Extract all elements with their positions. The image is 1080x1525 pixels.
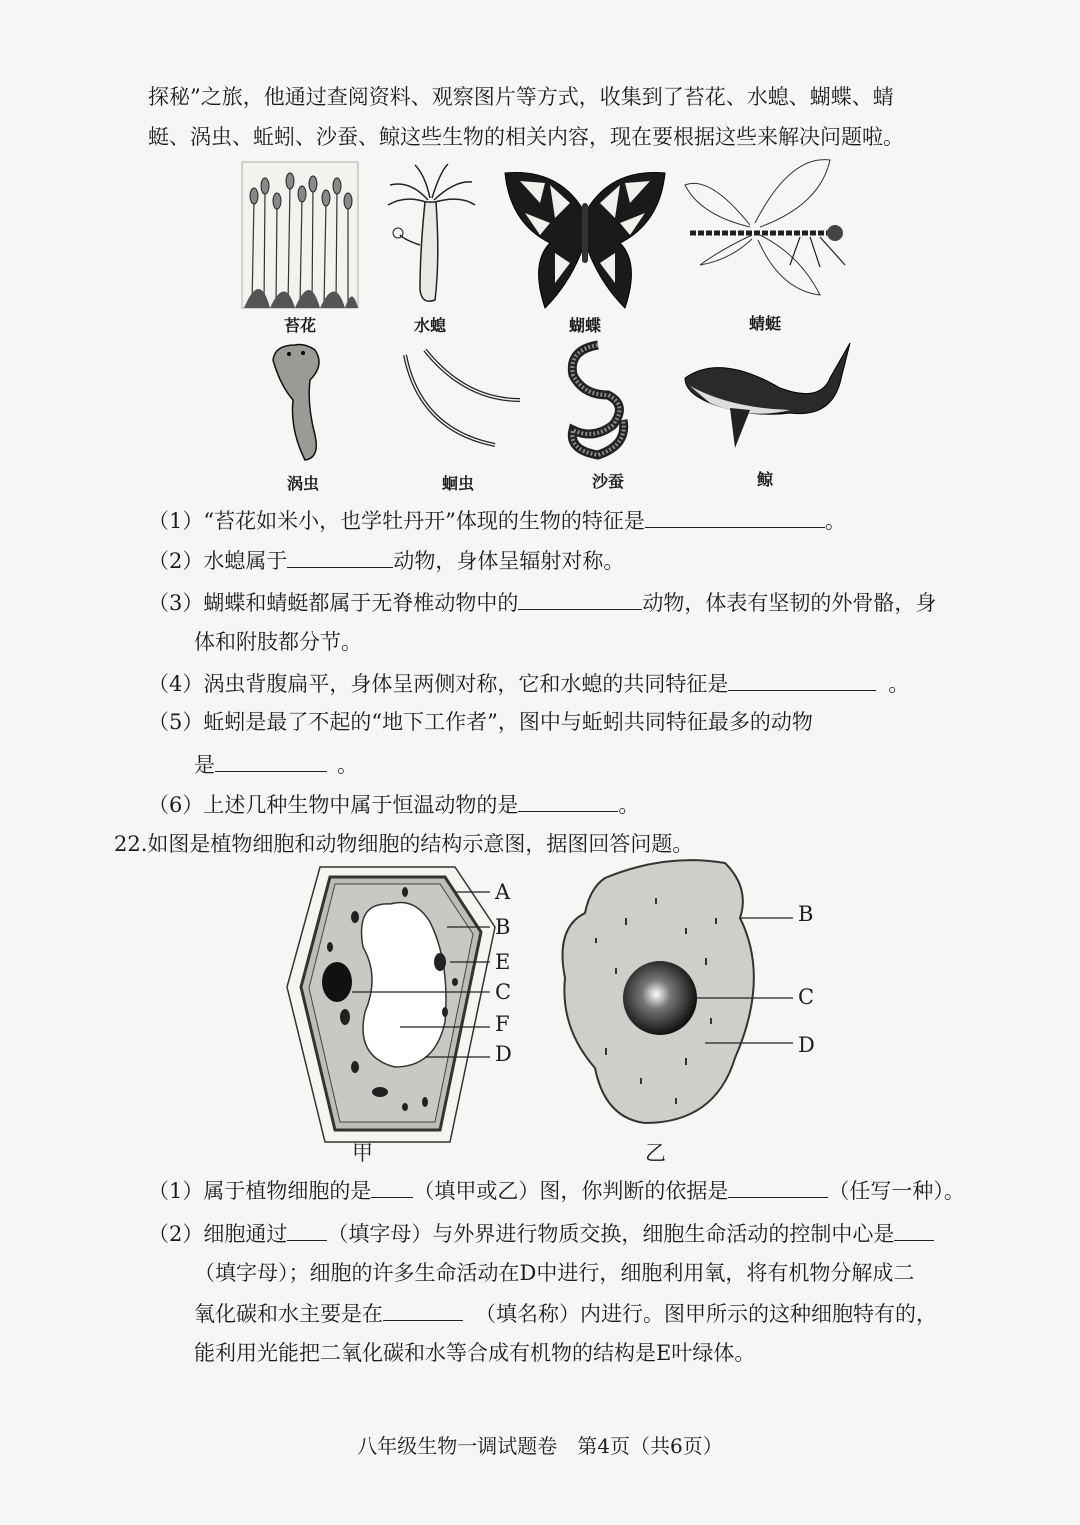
q22-p2-text-e: （填名称）内进行。图甲所示的这种细胞特有的， [475,1302,937,1326]
animal-label-D: D [798,1033,815,1057]
q21-p5-text-b: 是 [194,753,215,777]
q21-p1-text: （1）“苔花如米小，也学牡丹开”体现的生物的特征是 [148,509,645,533]
nucleus [322,962,352,1002]
q22-p2-text-a: （2）细胞通过 [148,1222,288,1246]
animal-cell-caption: 乙 [645,1141,666,1165]
answer-blank[interactable] [287,1218,327,1241]
q21-part-4 [148,668,909,699]
q21-part-6 [148,789,639,820]
q21-p3-text-a: （3）蝴蝶和蜻蜓都属于无脊椎动物中的 [148,591,519,615]
q22-p2-text-d: 氧化碳和水主要是在 [194,1302,383,1326]
plant-label-F: F [495,1012,510,1036]
q21-p6-text-a: （6）上述几种生物中属于恒温动物的是 [148,793,519,817]
butterfly-illustration [500,163,670,313]
animal-cell-diagram [555,858,830,1133]
q21-p5-end: 。 [337,753,358,777]
q22-p1-text-c: （任写一种）。 [828,1179,965,1203]
nucleus [623,961,697,1035]
plant-label-B: B [495,915,511,939]
q21-part-3-cont: 体和附肢都分节。 [194,630,362,654]
dragonfly-illustration [680,155,855,305]
animal-label-C: C [798,985,815,1009]
answer-blank[interactable] [371,1175,413,1198]
q21-p4-end: 。 [888,672,910,696]
caption-whale: 鲸 [756,470,773,489]
page-footer: 八年级生物一调试题卷 第4页（共6页） [357,1434,723,1458]
q22-p1-text-a: （1）属于植物细胞的是 [148,1179,372,1203]
q22-part-2-line-3 [194,1298,937,1329]
q21-part-5: （5）蚯蚓是最了不起的“地下工作者”，图中与蚯蚓共同特征最多的动物 [148,710,813,734]
q21-part-3 [148,587,936,618]
caption-ragworm: 沙蚕 [591,472,624,491]
plant-label-E: E [495,950,511,974]
answer-blank[interactable] [728,1175,828,1198]
plant-cell-diagram [285,862,525,1147]
q21-part-1 [148,505,846,536]
q22-part-2 [148,1218,934,1249]
intro-line-1: 探秘”之旅，他通过查阅资料、观察图片等方式，收集到了苔花、水螅、蝴蝶、蜻 [148,85,894,109]
answer-blank[interactable] [518,587,642,610]
q21-part-5-cont [194,749,358,780]
plant-label-A: A [495,880,511,904]
caption-hydra: 水螅 [413,316,446,335]
q22-part-2-line-2: （填字母）；细胞的许多生命活动在D中进行，细胞利用氧，将有机物分解成二 [194,1261,915,1285]
q21-p2-text-a: （2）水螅属于 [148,549,288,573]
answer-blank[interactable] [728,668,876,691]
caption-butterfly: 蝴蝶 [568,316,601,335]
q22-p1-text-b: （填甲或乙）图，你判断的依据是 [413,1179,729,1203]
animal-label-B: B [798,902,814,926]
moss-illustration [240,160,360,310]
q21-p3-text-b: 动物，体表有坚韧的外骨骼，身 [642,591,937,615]
plant-cell-caption: 甲 [352,1141,373,1165]
caption-moss: 苔花 [283,316,316,335]
whale-illustration [680,338,855,458]
answer-blank[interactable] [215,749,327,772]
answer-blank[interactable] [518,789,618,812]
intro-line-2: 蜓、涡虫、蚯蚓、沙蚕、鲸这些生物的相关内容，现在要根据这些来解决问题啦。 [148,125,904,149]
q21-p2-text-b: 动物，身体呈辐射对称。 [393,549,625,573]
q22-p2-text-b: （填字母）与外界进行物质交换，细胞生命活动的控制中心是 [327,1222,895,1246]
q21-part-2 [148,545,624,576]
planarian-illustration [265,340,335,465]
ragworm-illustration [558,335,638,465]
q21-p6-end: 。 [618,793,640,817]
roundworm-illustration [395,345,525,460]
hydra-illustration [380,160,480,310]
plant-label-D: D [495,1042,512,1066]
caption-planarian: 涡虫 [286,474,319,493]
caption-roundworm: 蛔虫 [441,474,474,493]
answer-blank[interactable] [894,1218,934,1241]
q22-part-1 [148,1175,965,1206]
q21-p4-text-a: （4）涡虫背腹扁平，身体呈两侧对称，它和水螅的共同特征是 [148,672,729,696]
q22-title: 22.如图是植物细胞和动物细胞的结构示意图，据图回答问题。 [114,832,694,856]
plant-label-C: C [495,980,512,1004]
answer-blank[interactable] [645,505,825,528]
caption-dragonfly: 蜻蜓 [748,314,781,333]
answer-blank[interactable] [383,1298,463,1321]
answer-blank[interactable] [287,545,393,568]
q22-part-2-line-4: 能利用光能把二氧化碳和水等合成有机物的结构是E叶绿体。 [194,1341,756,1365]
q21-p1-end: 。 [824,509,846,533]
